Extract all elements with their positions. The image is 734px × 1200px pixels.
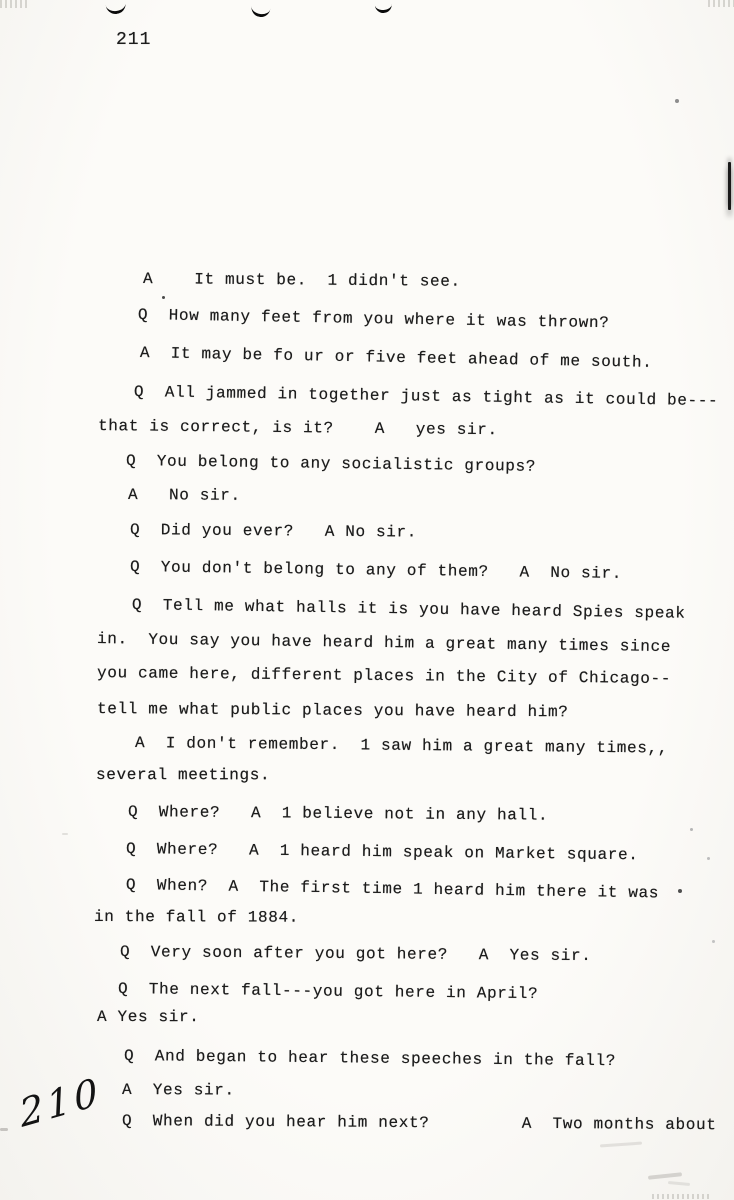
scan-speck <box>675 99 679 103</box>
transcript-line: A It must be. 1 didn't see. <box>142 270 461 291</box>
transcript-line: Q Very soon after you got here? A Yes sir. <box>119 943 592 966</box>
page-number: 211 <box>116 30 152 50</box>
transcript-line: Q Where? A 1 believe not in any hall. <box>127 803 549 825</box>
transcript-line: Q You don't belong to any of them? A No sir. <box>129 558 623 583</box>
transcript-line: Q How many feet from you where it was thrown? <box>137 306 610 333</box>
scan-smudge <box>62 833 68 835</box>
transcript-line: A No sir. <box>127 486 241 505</box>
scan-smudge <box>668 1181 690 1186</box>
transcript-line: you came here, different places in the City of Chicago-- <box>96 664 672 689</box>
transcript-line: Q When? A The first time 1 heard him there it was <box>125 876 660 903</box>
scan-speck <box>712 940 715 943</box>
binding-mark-icon <box>375 1 393 13</box>
scan-smudge <box>600 1142 642 1148</box>
scan-noise <box>0 0 28 8</box>
transcript-line: in the fall of 1884. <box>93 908 300 927</box>
transcript-line: Q The next fall---you got here in April? <box>117 980 539 1004</box>
transcript-line: Q All jammed in together just as tight as it could be--- <box>133 383 719 411</box>
scan-speck <box>707 857 710 860</box>
transcript-line: that is correct, is it? A yes sir. <box>97 417 498 440</box>
binding-mark-icon <box>250 4 270 19</box>
scan-edge-mark <box>728 162 731 210</box>
transcript-line: tell me what public places you have heard him? <box>96 700 569 722</box>
transcript-line: in. You say you have heard him a great many times since <box>96 630 672 657</box>
transcript-line: A I don't remember. 1 saw him a great many times,, <box>134 734 669 758</box>
scan-noise <box>708 0 734 7</box>
transcript-line: A Yes sir. <box>121 1081 235 1100</box>
binding-mark-icon <box>105 1 126 15</box>
transcript-line: Q Tell me what halls it is you have heard Spies speak <box>131 596 686 623</box>
scan-noise <box>652 1194 712 1199</box>
transcript-line: Q Did you ever? A No sir. <box>129 521 418 542</box>
transcript-line: Q Where? A 1 heard him speak on Market square. <box>125 840 639 865</box>
transcript-line: Q You belong to any socialistic groups? <box>125 452 537 476</box>
scan-speck <box>678 889 682 893</box>
transcript-line: Q And began to hear these speeches in the fall? <box>123 1047 617 1071</box>
scan-speck <box>162 296 165 299</box>
scan-smudge <box>648 1172 682 1180</box>
handwritten-page-number: 210 <box>16 1068 105 1136</box>
transcript-line: several meetings. <box>95 766 271 785</box>
transcript-line: A Yes sir. <box>96 1008 200 1027</box>
transcript-line: Q When did you hear him next? A Two months about <box>121 1112 717 1135</box>
scan-smudge <box>0 1128 8 1131</box>
transcript-line: A It may be fo ur or five feet ahead of me south. <box>139 344 653 372</box>
scan-speck <box>690 828 693 831</box>
